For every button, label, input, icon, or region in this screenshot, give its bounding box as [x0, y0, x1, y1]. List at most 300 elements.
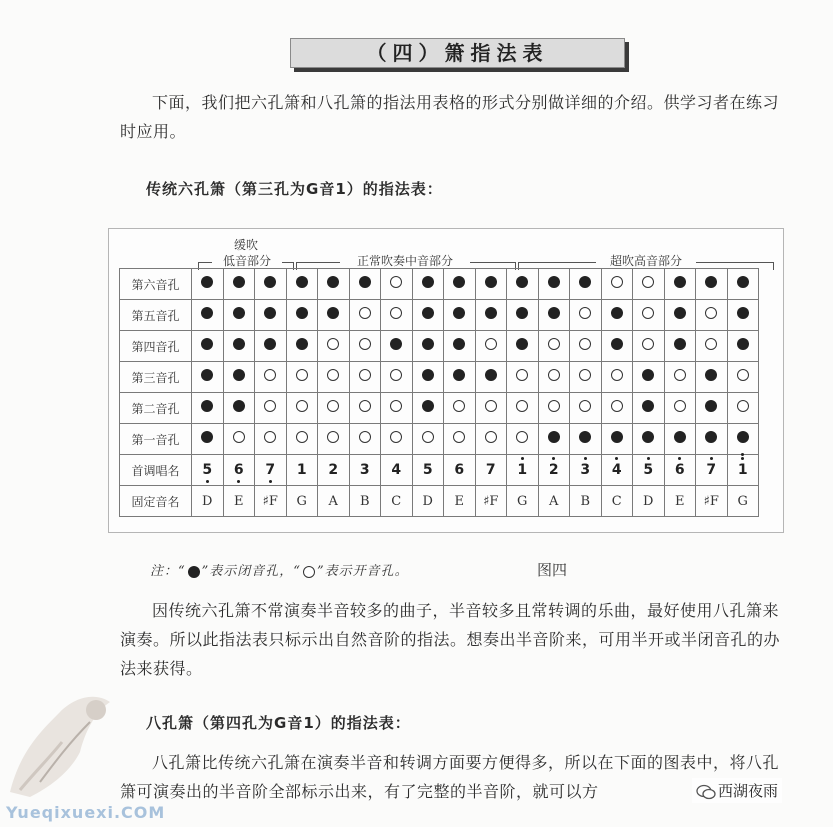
- hole-cell: [286, 362, 318, 393]
- open-hole-mark: [705, 307, 717, 319]
- closed-hole-mark: [233, 307, 245, 319]
- hole-cell: [538, 362, 570, 393]
- closed-hole-mark: [422, 400, 434, 412]
- hole-cell: [633, 269, 665, 300]
- closed-hole-mark: [201, 400, 213, 412]
- pitch-cell: B: [570, 486, 602, 517]
- closed-hole-mark: [485, 276, 497, 288]
- hole-cell: [475, 362, 507, 393]
- hole-cell: [633, 393, 665, 424]
- closed-hole-mark: [516, 276, 528, 288]
- hole-cell: [601, 269, 633, 300]
- solfege-cell: [444, 455, 476, 486]
- closed-hole-mark: [674, 307, 686, 319]
- pitch-cell: G: [727, 486, 759, 517]
- hole-cell: [570, 393, 602, 424]
- closed-hole-mark: [737, 431, 749, 443]
- closed-hole-mark: [453, 276, 465, 288]
- author-watermark: [692, 778, 782, 803]
- open-hole-mark: [579, 400, 591, 412]
- closed-hole-mark: [453, 338, 465, 350]
- pitch-row-label: 固定音名: [120, 486, 192, 517]
- solfege-digit: 6: [454, 461, 465, 478]
- solfege-number: [517, 463, 527, 477]
- site-watermark: Yueqixuexi.COM: [6, 803, 166, 822]
- hole-cell: [349, 331, 381, 362]
- solfege-cell: [192, 455, 224, 486]
- pitch-cell: G: [507, 486, 539, 517]
- closed-hole-mark: [737, 276, 749, 288]
- open-hole-mark: [359, 369, 371, 381]
- closed-hole-mark: [705, 400, 717, 412]
- open-hole-mark: [674, 369, 686, 381]
- hole-cell: [318, 393, 350, 424]
- hole-cell: [223, 424, 255, 455]
- solfege-cell: [727, 455, 759, 486]
- closed-hole-mark: [548, 307, 560, 319]
- open-hole-mark: [548, 369, 560, 381]
- hole-row: [120, 393, 759, 424]
- hole-cell: [412, 269, 444, 300]
- closed-hole-mark: [737, 338, 749, 350]
- section-label-high: 超吹高音部分: [596, 252, 696, 269]
- solfege-cell: [538, 455, 570, 486]
- closed-hole-mark: [327, 307, 339, 319]
- hole-cell: [696, 424, 728, 455]
- open-hole-mark: [485, 431, 497, 443]
- open-hole-mark: [642, 338, 654, 350]
- solfege-row-label: 首调唱名: [120, 455, 192, 486]
- solfege-number: [391, 463, 401, 477]
- hole-cell: [633, 362, 665, 393]
- pitch-cell: ♯F: [255, 486, 287, 517]
- closed-hole-mark: [642, 431, 654, 443]
- solfege-digit: 1: [517, 461, 528, 478]
- pitch-cell: C: [381, 486, 413, 517]
- hole-cell: [538, 424, 570, 455]
- solfege-number: [360, 463, 370, 477]
- octave-dot-below: [237, 480, 240, 483]
- closed-hole-mark: [233, 338, 245, 350]
- solfege-digit: 6: [674, 461, 685, 478]
- hole-cell: [349, 362, 381, 393]
- open-hole-mark: [296, 400, 308, 412]
- solfege-cell: [475, 455, 507, 486]
- hole-cell: [444, 300, 476, 331]
- closed-hole-mark: [201, 276, 213, 288]
- open-hole-mark: [516, 431, 528, 443]
- solfege-number: [202, 463, 212, 477]
- hole-cell: [444, 393, 476, 424]
- solfege-digit: 7: [706, 461, 717, 478]
- hole-cell: [538, 331, 570, 362]
- hole-cell: [444, 331, 476, 362]
- octave-dot-above: [710, 457, 713, 460]
- octave-dot-above: [521, 457, 524, 460]
- hole-cell: [255, 331, 287, 362]
- pitch-cell: E: [444, 486, 476, 517]
- closed-hole-mark: [705, 276, 717, 288]
- hole-cell: [538, 300, 570, 331]
- hole-cell: [570, 331, 602, 362]
- hole-row-label: 第五音孔: [120, 300, 192, 331]
- eight-hole-line-2: 将八孔箫可演奏出的半音阶全部标示出来，有了完整的半音阶，就可以方: [120, 753, 780, 801]
- closed-hole-mark: [264, 338, 276, 350]
- open-hole-mark: [422, 431, 434, 443]
- closed-hole-mark: [296, 338, 308, 350]
- solfege-cell: [255, 455, 287, 486]
- open-hole-mark: [548, 338, 560, 350]
- hole-cell: [286, 393, 318, 424]
- hole-cell: [507, 269, 539, 300]
- open-hole-mark: [611, 400, 623, 412]
- solfege-digit: 7: [265, 461, 276, 478]
- hole-cell: [192, 424, 224, 455]
- solfege-digit: 3: [359, 461, 370, 478]
- open-hole-mark: [327, 431, 339, 443]
- octave-dot-above: [584, 457, 587, 460]
- hole-cell: [286, 424, 318, 455]
- solfege-number: [675, 463, 685, 477]
- solfege-number: [297, 463, 307, 477]
- closed-hole-mark: [233, 369, 245, 381]
- hole-row: [120, 300, 759, 331]
- pitch-cell: C: [601, 486, 633, 517]
- solfege-cell: [570, 455, 602, 486]
- hole-cell: [381, 362, 413, 393]
- eight-hole-heading: 八孔箫（第四孔为G音1）的指法表：: [146, 714, 411, 732]
- hole-cell: [570, 269, 602, 300]
- closed-hole-mark: [674, 276, 686, 288]
- closed-hole-mark: [296, 276, 308, 288]
- six-hole-heading: 传统六孔箫（第三孔为G音1）的指法表：: [146, 180, 443, 198]
- open-hole-mark: [642, 276, 654, 288]
- hole-cell: [318, 331, 350, 362]
- hole-row-label: 第四音孔: [120, 331, 192, 362]
- open-hole-mark: [359, 400, 371, 412]
- hole-cell: [255, 300, 287, 331]
- hole-cell: [318, 300, 350, 331]
- hole-cell: [318, 362, 350, 393]
- closed-hole-mark: [296, 307, 308, 319]
- closed-hole-mark: [485, 307, 497, 319]
- closed-hole-mark: [548, 431, 560, 443]
- eight-hole-paragraph: [120, 748, 790, 806]
- hole-cell: [412, 300, 444, 331]
- hole-cell: [570, 362, 602, 393]
- pitch-cell: ♯F: [696, 486, 728, 517]
- open-hole-mark: [737, 400, 749, 412]
- hole-cell: [633, 424, 665, 455]
- solfege-cell: [381, 455, 413, 486]
- hole-cell: [664, 300, 696, 331]
- closed-hole-mark: [233, 276, 245, 288]
- closed-hole-mark: [579, 276, 591, 288]
- solfege-digit: 7: [485, 461, 496, 478]
- solfege-row: [120, 455, 759, 486]
- hole-cell: [381, 424, 413, 455]
- octave-dot-below: [269, 480, 272, 483]
- note-middle: ”表示闭音孔，“: [201, 564, 301, 579]
- solfege-number: [612, 463, 622, 477]
- hole-cell: [444, 269, 476, 300]
- solfege-number: [423, 463, 433, 477]
- eight-hole-line-1: 八孔箫比传统六孔箫在演奏半音和转调方面要方便得多，所以在下面的图表中，: [152, 753, 730, 772]
- hole-cell: [412, 331, 444, 362]
- closed-hole-mark: [233, 400, 245, 412]
- hole-cell: [223, 300, 255, 331]
- hole-cell: [412, 362, 444, 393]
- open-hole-mark: [548, 400, 560, 412]
- hole-cell: [318, 424, 350, 455]
- solfege-number: [643, 463, 653, 477]
- pitch-cell: E: [223, 486, 255, 517]
- closed-hole-mark: [611, 431, 623, 443]
- open-hole-mark: [611, 369, 623, 381]
- octave-dot-above: [552, 457, 555, 460]
- hole-cell: [601, 331, 633, 362]
- hole-cell: [255, 424, 287, 455]
- closed-hole-mark: [705, 369, 717, 381]
- open-hole-mark: [485, 338, 497, 350]
- pitch-cell: D: [192, 486, 224, 517]
- hole-cell: [633, 300, 665, 331]
- hole-cell: [507, 362, 539, 393]
- hole-cell: [727, 300, 759, 331]
- hole-cell: [412, 393, 444, 424]
- solfege-cell: [664, 455, 696, 486]
- closed-hole-symbol: [188, 566, 200, 578]
- open-hole-mark: [296, 369, 308, 381]
- chart-note: [150, 560, 409, 579]
- author-name: 西湖夜雨: [718, 782, 779, 800]
- solfege-cell: [318, 455, 350, 486]
- closed-hole-mark: [674, 338, 686, 350]
- open-hole-mark: [453, 400, 465, 412]
- solfege-cell: [633, 455, 665, 486]
- hole-cell: [318, 269, 350, 300]
- pitch-cell: A: [318, 486, 350, 517]
- closed-hole-mark: [422, 369, 434, 381]
- solfege-number: [454, 463, 464, 477]
- open-hole-mark: [359, 307, 371, 319]
- wechat-icon: [696, 784, 716, 800]
- hole-cell: [727, 393, 759, 424]
- hole-cell: [507, 393, 539, 424]
- hole-cell: [381, 331, 413, 362]
- open-hole-mark: [390, 276, 402, 288]
- open-hole-mark: [233, 431, 245, 443]
- hole-cell: [696, 269, 728, 300]
- hole-cell: [664, 424, 696, 455]
- hole-row-label: 第六音孔: [120, 269, 192, 300]
- closed-hole-mark: [327, 276, 339, 288]
- hole-cell: [601, 362, 633, 393]
- solfege-digit: 6: [233, 461, 244, 478]
- octave-dot-above: [615, 457, 618, 460]
- solfege-digit: 5: [643, 461, 654, 478]
- hole-cell: [727, 424, 759, 455]
- hole-cell: [444, 424, 476, 455]
- solfege-cell: [286, 455, 318, 486]
- hole-cell: [507, 300, 539, 331]
- hole-cell: [475, 424, 507, 455]
- pitch-cell: A: [538, 486, 570, 517]
- explanation-paragraph: 因传统六孔箫不常演奏半音较多的曲子，半音较多且常转调的乐曲，最好使用八孔箫来演奏。所以此指法表只标示出自然音阶的指法。想奏出半音阶来，可用半开或半闭音孔的办法来获得。: [120, 601, 781, 678]
- closed-hole-mark: [642, 400, 654, 412]
- octave-dot-below: [206, 480, 209, 483]
- closed-hole-mark: [642, 369, 654, 381]
- hole-cell: [664, 269, 696, 300]
- hole-row-label: 第二音孔: [120, 393, 192, 424]
- open-hole-mark: [390, 369, 402, 381]
- note-prefix: 注：“: [150, 564, 186, 579]
- hole-cell: [192, 331, 224, 362]
- closed-hole-mark: [579, 431, 591, 443]
- hole-cell: [727, 331, 759, 362]
- page-title: （四）箫指法表: [290, 38, 625, 68]
- open-hole-mark: [485, 400, 497, 412]
- solfege-cell: [412, 455, 444, 486]
- hole-cell: [192, 269, 224, 300]
- open-hole-mark: [359, 431, 371, 443]
- hole-cell: [255, 269, 287, 300]
- section-label-mid: 正常吹奏中音部分: [340, 252, 470, 269]
- hole-cell: [727, 269, 759, 300]
- solfege-number: [234, 463, 244, 477]
- open-hole-mark: [516, 400, 528, 412]
- hole-cell: [664, 393, 696, 424]
- solfege-digit: 1: [737, 461, 748, 478]
- hole-cell: [601, 424, 633, 455]
- open-hole-mark: [390, 431, 402, 443]
- hole-row: [120, 424, 759, 455]
- open-hole-mark: [579, 369, 591, 381]
- open-hole-mark: [516, 369, 528, 381]
- open-hole-mark: [390, 307, 402, 319]
- closed-hole-mark: [611, 338, 623, 350]
- hole-cell: [475, 393, 507, 424]
- closed-hole-mark: [422, 338, 434, 350]
- open-hole-mark: [390, 400, 402, 412]
- octave-dot-above: [647, 457, 650, 460]
- hole-cell: [286, 269, 318, 300]
- closed-hole-mark: [611, 307, 623, 319]
- pitch-cell: D: [412, 486, 444, 517]
- hole-cell: [255, 362, 287, 393]
- hole-cell: [664, 331, 696, 362]
- octave-dot-above: [741, 457, 744, 460]
- solfege-digit: 2: [548, 461, 559, 478]
- hole-cell: [223, 269, 255, 300]
- open-hole-mark: [264, 400, 276, 412]
- fingering-table: [119, 268, 759, 517]
- hole-cell: [223, 362, 255, 393]
- closed-hole-mark: [705, 431, 717, 443]
- hole-cell: [570, 424, 602, 455]
- hole-cell: [349, 393, 381, 424]
- hole-row: [120, 362, 759, 393]
- solfege-cell: [696, 455, 728, 486]
- hole-row-label: 第一音孔: [120, 424, 192, 455]
- hole-cell: [349, 269, 381, 300]
- open-hole-mark: [674, 400, 686, 412]
- decorative-figure-illustration: [0, 672, 120, 802]
- open-hole-mark: [327, 400, 339, 412]
- hole-cell: [349, 424, 381, 455]
- section-label-low: 低音部分: [212, 252, 282, 269]
- hole-cell: [507, 424, 539, 455]
- pitch-cell: ♯F: [475, 486, 507, 517]
- hole-cell: [475, 300, 507, 331]
- solfege-number: [738, 463, 748, 477]
- closed-hole-mark: [516, 307, 528, 319]
- closed-hole-mark: [453, 307, 465, 319]
- solfege-digit: 2: [328, 461, 339, 478]
- pitch-cell: G: [286, 486, 318, 517]
- closed-hole-mark: [453, 369, 465, 381]
- figure-label: 图四: [537, 561, 568, 579]
- solfege-number: [328, 463, 338, 477]
- pitch-row: [120, 486, 759, 517]
- hole-cell: [538, 393, 570, 424]
- hole-cell: [633, 331, 665, 362]
- open-hole-mark: [264, 369, 276, 381]
- closed-hole-mark: [264, 307, 276, 319]
- hole-cell: [475, 331, 507, 362]
- hole-cell: [601, 300, 633, 331]
- hole-cell: [192, 393, 224, 424]
- solfege-number: [486, 463, 496, 477]
- hole-cell: [192, 362, 224, 393]
- hole-cell: [444, 362, 476, 393]
- hole-cell: [412, 424, 444, 455]
- closed-hole-mark: [201, 431, 213, 443]
- open-hole-mark: [327, 369, 339, 381]
- closed-hole-mark: [485, 369, 497, 381]
- closed-hole-mark: [516, 338, 528, 350]
- hole-cell: [475, 269, 507, 300]
- open-hole-mark: [579, 307, 591, 319]
- closed-hole-mark: [201, 307, 213, 319]
- hole-cell: [192, 300, 224, 331]
- closed-hole-mark: [674, 431, 686, 443]
- open-hole-mark: [327, 338, 339, 350]
- hole-row: [120, 331, 759, 362]
- solfege-cell: [601, 455, 633, 486]
- solfege-number: [549, 463, 559, 477]
- open-hole-mark: [296, 431, 308, 443]
- solfege-digit: 1: [296, 461, 307, 478]
- hole-cell: [696, 300, 728, 331]
- closed-hole-mark: [201, 369, 213, 381]
- closed-hole-mark: [390, 338, 402, 350]
- solfege-number: [580, 463, 590, 477]
- hole-cell: [381, 300, 413, 331]
- solfege-number: [706, 463, 716, 477]
- hole-row-label: 第三音孔: [120, 362, 192, 393]
- hole-cell: [381, 393, 413, 424]
- open-hole-mark: [705, 338, 717, 350]
- pitch-cell: B: [349, 486, 381, 517]
- hole-cell: [696, 331, 728, 362]
- solfege-digit: 5: [202, 461, 213, 478]
- solfege-cell: [507, 455, 539, 486]
- hole-cell: [696, 393, 728, 424]
- open-hole-mark: [611, 276, 623, 288]
- closed-hole-mark: [359, 276, 371, 288]
- solfege-digit: 4: [611, 461, 622, 478]
